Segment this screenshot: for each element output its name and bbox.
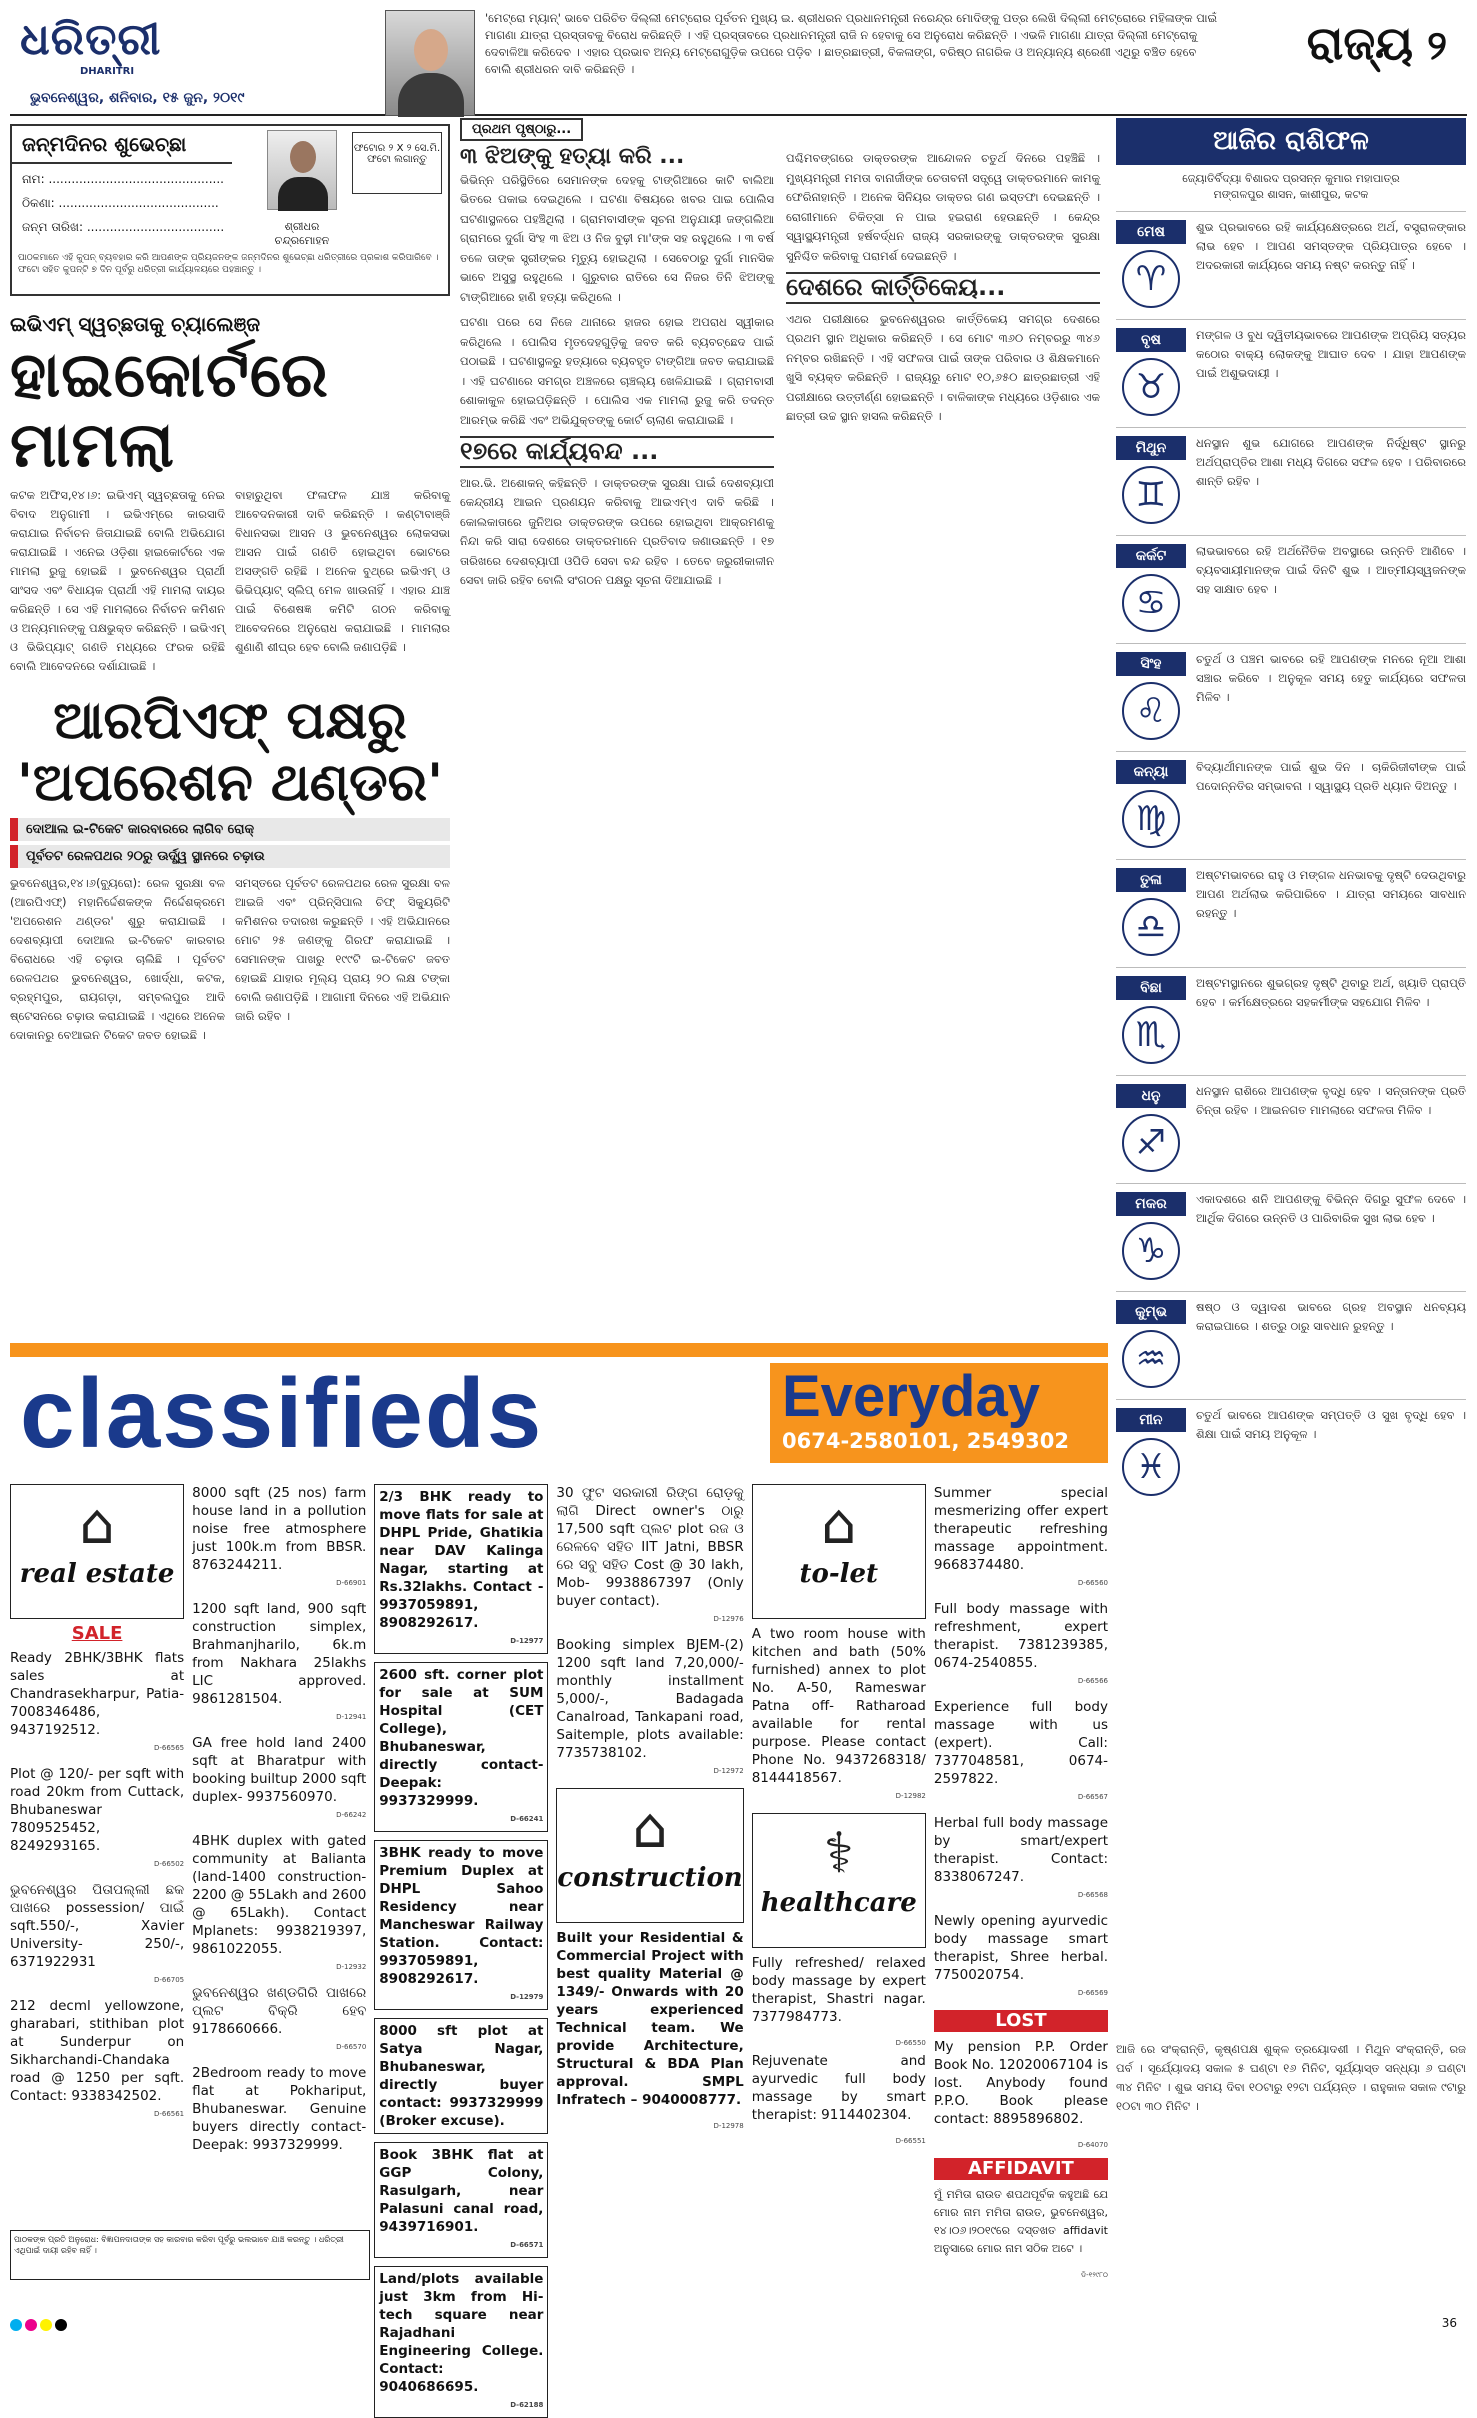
sign-forecast: ମଙ୍ଗଳ ଓ ବୁଧ ଦ୍ୱିତୀୟଭାବରେ ଆପଣଙ୍କ ଅପ୍ରିୟ ସତ୍ୟର କଠୋର ବାକ୍ୟ ଲୋକଙ୍କୁ ଆଘାତ ଦେବ । ଯାହା ଆପଣଙ୍କ ପାଇଁ ଅଶୁଭଦାୟୀ । <box>1196 328 1466 380</box>
zodiac-icon: ♓ <box>1122 1438 1180 1496</box>
story2-text-b: ପଶ୍ଚିମବଙ୍ଗରେ ଡାକ୍ତରଙ୍କ ଆନ୍ଦୋଳନ ଚତୁର୍ଥ ଦିନରେ ପହଞ୍ଚିଛି । ମୁଖ୍ୟମନ୍ତ୍ରୀ ମମତା ବାନାର୍ଜୀଙ୍କ ଚେତାବନୀ ସତ୍ତ୍ୱେ ଡାକ୍ତରମାନେ କାମକୁ ଫେରିନାହାନ୍ତି । ଅନେକ ସିନିୟର ଡାକ୍ତର ଗଣ ଇସ୍ତଫା ଦେଇଛନ୍ତି । ରୋଗୀମାନେ ଚିକିତ୍ସା ନ ପାଇ ହଇରାଣ ହେଉଛନ୍ତି । କେନ୍ଦ୍ର ସ୍ୱାସ୍ଥ୍ୟମନ୍ତ୍ରୀ ହର୍ଷବର୍ଦ୍ଧନ ରାଜ୍ୟ ସରକାରଙ୍କୁ ଡାକ୍ତରଙ୍କ ସୁରକ୍ଷା ସୁନିଶ୍ଚିତ କରିବାକୁ ପରାମର୍ଶ ଦେଇଛନ୍ତି । <box>786 151 1100 263</box>
col5-ads <box>752 1625 926 1805</box>
ad-code: D-66561 <box>153 2110 185 2118</box>
sign-forecast: ବିଦ୍ୟାର୍ଥୀମାନଙ୍କ ପାଇଁ ଶୁଭ ଦିନ । ଚାକିରିଜୀବୀଙ୍କ ପାଇଁ ପଦୋନ୍ନତିର ସମ୍ଭାବନା । ସ୍ୱାସ୍ଥ୍ୟ ପ୍ରତି ଧ୍ୟାନ ଦିଅନ୍ତୁ । <box>1196 760 1466 793</box>
horoscope-sign <box>1116 967 1466 1067</box>
story-column-2: ବାହାରୁଥିବା ଫଳାଫଳ ଯାଞ୍ଚ କରିବାକୁ ଆବେଦନକାରୀ ଦାବି କରିଛନ୍ତି । କଣ୍ଟାବାଞ୍ଜି ବିଧାନସଭା ଆସନ ଓ ଭୁବନେଶ୍ୱର ଲୋକସଭା ଆସନ ପାଇଁ ଗଣତି ହୋଇଥିବା ଭୋଟରେ ଅସଙ୍ଗତି ରହିଛି । ଅନେକ ବୁଥ୍‌ରେ ଇଭିଏମ୍ ଓ ଭିଭିପ୍ୟାଟ୍ ସ୍ଲିପ୍ ମେଳ ଖାଉନାହିଁ । ଏହାର ଯାଞ୍ଚ ପାଇଁ ବିଶେଷଜ୍ଞ କମିଟି ଗଠନ କରିବାକୁ ଆବେଦନରେ ଅନୁରୋଧ କରାଯାଇଛି । ମାମଲାର ଶୁଣାଣି ଶୀଘ୍ର ହେବ ବୋଲି ଜଣାପଡ଼ିଛି । <box>235 488 450 654</box>
coupon-instructions: ପାଠକମାନେ ଏହି କୁପନ୍ ବ୍ୟବହାର କରି ଆପଣଙ୍କ ପ୍ରିୟଜନଙ୍କ ଜନ୍ମଦିନର ଶୁଭେଚ୍ଛା ଧରିତ୍ରୀରେ ପ୍ରକାଶ କରିପାରିବେ । ଫଟୋ ସହିତ କୁପନ୍‌ଟି ୭ ଦିନ ପୂର୍ବରୁ ଧରିତ୍ରୀ କାର୍ଯ୍ୟାଳୟରେ ପହଞ୍ଚାନ୍ତୁ । <box>18 253 439 275</box>
lead-portrait-image <box>385 10 475 116</box>
ad-code: D-66502 <box>153 1860 185 1868</box>
coupon-photo-name: ଶ୍ରୀଧର ଚନ୍ଦ୍ରମୋହନ <box>274 220 330 247</box>
classified-column-4 <box>556 1484 743 2219</box>
story-kicker: ଇଭିଏମ୍ ସ୍ୱଚ୍ଛତାକୁ ଚ୍ୟାଲେଞ୍ଜ <box>10 312 261 336</box>
zodiac-icon: ♍ <box>1122 790 1180 848</box>
horoscope-sign <box>1116 1399 1466 1499</box>
affidavit-ad: ମୁଁ ମମିତା ରାଉତ ଶପଥପୂର୍ବକ କହୁଅଛି ଯେ ମୋର ନାମ ମମିତା ରାଉତ, ଭୁବନେଶ୍ୱର, ୧୪।୦୬।୨୦୧୯ରେ ଦସ୍ତଖତ affidavit ଅନୁସାରେ ମୋର ନାମ ସଠିକ ଅଟେ । <box>933 2188 1108 2255</box>
classified-ad: Booking simplex BJEM-(2) 1200 sqft land 7,20,000/- monthly installment 5,000/-, Badagada Canalroad, Tankapani road, Saitemple, plots available: 7735738102. D-12972 <box>556 1636 743 1780</box>
sign-forecast: ଅଷ୍ଟମଭାବରେ ରାହୁ ଓ ମଙ୍ଗଳ ଧନଭାବକୁ ଦୃଷ୍ଟି ଦେଉଥିବାରୁ ଆପଣ ଅର୍ଥଲାଭ କରିପାରିବେ । ଯାତ୍ରା ସମୟରେ ସାବଧାନ ରହନ୍ତୁ । <box>1196 868 1466 920</box>
almanac-text: ଆଜି ରେ ସଂକ୍ରାନ୍ତି, କୃଷ୍ଣପକ୍ଷ ଶୁକ୍ଳ ତ୍ରୟୋଦଶୀ । ମିଥୁନ ସଂକ୍ରାନ୍ତି, ରଜ ପର୍ବ । ସୂର୍ଯ୍ୟୋଦୟ ସକାଳ ୫ ଘଣ୍ଟା ୧୬ ମିନିଟ, ସୂର୍ଯ୍ୟାସ୍ତ ସନ୍ଧ୍ୟା ୬ ଘଣ୍ଟା ୩୪ ମିନିଟ । ଶୁଭ ସମୟ ଦିବା ୧୦ଟାରୁ ୧୨ଟା ପର୍ଯ୍ୟନ୍ତ । ରାହୁକାଳ ସକାଳ ୯ଟାରୁ ୧୦ଟା ୩୦ ମିନିଟ । <box>1116 2042 1466 2113</box>
col1-ads <box>10 1649 184 2123</box>
horoscope-sign <box>1116 751 1466 851</box>
section-title <box>1307 16 1447 72</box>
horoscope-author: ଜ୍ୟୋତିର୍ବିଦ୍ୟା ବିଶାରଦ ପ୍ରସନ୍ନ କୁମାର ମହାପାତ୍ର <box>1182 172 1400 185</box>
classified-column-2 <box>192 1484 366 2219</box>
coupon-dob-field: ଜନ୍ମ ତାରିଖ: .................................... <box>22 220 225 234</box>
registration-dot-magenta <box>25 2319 37 2331</box>
classified-column-3 <box>374 1484 548 2409</box>
sign-name: କର୍କଟ <box>1116 544 1186 568</box>
sign-name: ତୁଳା <box>1116 868 1186 892</box>
rpf-headline: ଆରପିଏଫ୍ ପକ୍ଷରୁ 'ଅପରେଶନ ଥଣ୍ଡର' <box>16 691 443 813</box>
category-label: real estate <box>19 1559 175 1589</box>
section-name: ରାଜ୍ୟ <box>1306 16 1414 70</box>
sign-forecast: ଏକାଦଶରେ ଶନି ଆପଣଙ୍କୁ ବିଭିନ୍ନ ଦିଗରୁ ସୁଫଳ ଦେବେ । ଆର୍ଥିକ ଦିଗରେ ଉନ୍ନତି ଓ ପାରିବାରିକ ସୁଖ ଲାଭ ହେବ । <box>1196 1192 1466 1225</box>
sample-photo-body <box>278 177 328 211</box>
affidavit-code: ଡି-୧୨୯୮୦ <box>1080 2271 1108 2279</box>
horoscope-sign <box>1116 535 1466 635</box>
sign-forecast: ଲାଭଭାବରେ ରହି ଅର୍ଥନୈତିକ ଅବସ୍ଥାରେ ଉନ୍ନତି ଆଣିବେ । ବ୍ୟବସାୟୀମାନଙ୍କ ପାଇଁ ଦିନଟି ଶୁଭ । ଆତ୍ମୀୟସ୍ୱଜନଙ୍କ ସହ ସାକ୍ଷାତ ହେବ । <box>1196 544 1466 596</box>
classified-ad: 8000 sft plot at Satya Nagar, Bhubaneswar, directly buyer contact: 9937329999 (Broker excuse). <box>374 2018 548 2134</box>
story3-text: ଏଥର ପରୀକ୍ଷାରେ ଭୁବନେଶ୍ୱରର କାର୍ତ୍ତିକେୟ ସମଗ୍ର ଦେଶରେ ପ୍ରଥମ ସ୍ଥାନ ଅଧିକାର କରିଛନ୍ତି । ସେ ମୋଟ ୩୬୦ ନମ୍ବରରୁ ୩୪୬ ନମ୍ବର ରଖିଛନ୍ତି । ଏହି ସଫଳତା ପାଇଁ ତାଙ୍କ ପରିବାର ଓ ଶିକ୍ଷକମାନେ ଖୁସି ବ୍ୟକ୍ତ କରିଛନ୍ତି । ରାଜ୍ୟରୁ ମୋଟ ୧୦,୬୫୦ ଛାତ୍ରଛାତ୍ରୀ ଏହି ପରୀକ୍ଷାରେ ଉତ୍ତୀର୍ଣ୍ଣ ହୋଇଛନ୍ତି । ବାଳିକାଙ୍କ ମଧ୍ୟରେ ଓଡ଼ିଶାର ଏକ ଛାତ୍ରୀ ଉଚ୍ଚ ସ୍ଥାନ ହାସଲ କରିଛନ୍ତି । <box>786 311 1100 423</box>
classified-ad: 2Bedroom ready to move flat at Pokhariput, Bhubaneswar. Genuine buyers directly contact- Deepak: 9937329999. <box>192 2065 367 2153</box>
horoscope-sign <box>1116 1075 1466 1175</box>
page-footer <box>10 2316 1467 2334</box>
everyday-label: Everyday <box>782 1364 1040 1429</box>
story1-headline: ୩ ଝିଅଙ୍କୁ ହତ୍ୟା କରି ... <box>460 144 685 169</box>
middle-story-columns <box>460 141 1100 591</box>
coupon-name-field: ନାମ: .............................................. <box>22 172 224 186</box>
sign-name: ଧନୁ <box>1116 1084 1186 1108</box>
classifieds-disclaimer: ପାଠକଙ୍କ ପ୍ରତି ଅନୁରୋଧ: ବିଜ୍ଞାପନଦାତାଙ୍କ ସହ କାରବାର କରିବା ପୂର୍ବରୁ ଭଲଭାବେ ଯାଞ୍ଚ କରନ୍ତୁ । ଧରିତ୍ରୀ ଏଥିପାଇଁ ଦାୟୀ ରହିବ ନାହିଁ । <box>10 2230 370 2280</box>
classified-ad: 1200 sqft land, 900 sqft construction simplex, Brahmanjharilo, 6k.m from Nakhara 25lakhs LIC approved. 9861281504. D-12941 <box>192 1600 366 1726</box>
rpf-subhead-2: ପୂର୍ବତଟ ରେଳପଥର ୨୦ରୁ ଊର୍ଦ୍ଧ୍ୱ ସ୍ଥାନରେ ଚଢ଼ାଉ <box>10 845 450 868</box>
classified-ad: 8000 sqft (25 nos) farm house land in a pollution noise free atmosphere just 100k.m from BBSR. 8763244211. D-66901 <box>192 1484 366 1592</box>
ad-code: D-12976 <box>713 1615 744 1623</box>
classified-ad: Plot @ 120/- per sqft with road 20km from Cuttack, Bhubaneswar 7809525452, 8249293165. D-66502 <box>10 1765 184 1873</box>
classified-ad: Full body massage with refreshment, expert therapist. 7381239385, 0674-2540855. D-66566 <box>934 1600 1108 1690</box>
registration-dot-yellow <box>40 2319 52 2331</box>
classified-ad: 212 decml yellowzone, gharabari, stithiban plot at Sunderpur on Sikharchandi-Chandaka road @ 1250 per sqft. Contact: 9338342502. D-66561 <box>10 1997 184 2123</box>
lost-ad: My pension P.P. Order Book No. 12020067104 is lost. Anybody found P.P.O. Book please contact: 8895896802. <box>933 2039 1109 2127</box>
portrait-body <box>398 73 464 117</box>
middle-column <box>460 118 1100 591</box>
story1-text-b: ଘଟଣା ପରେ ସେ ନିଜେ ଥାନାରେ ହାଜର ହୋଇ ଅପରାଧ ସ୍ୱୀକାର କରିଥିଲେ । ପୋଲିସ ମୃତଦେହଗୁଡ଼ିକୁ ଜବତ କରି ବ୍ୟବଚ୍ଛେଦ ପାଇଁ ପଠାଇଛି । ଘଟଣାସ୍ଥଳରୁ ହତ୍ୟାରେ ବ୍ୟବହୃତ ଟାଙ୍ଗିଆ ଜବତ କରାଯାଇଛି । ଏହି ଘଟଣାରେ ସମଗ୍ର ଅଞ୍ଚଳରେ ଚାଞ୍ଚଲ୍ୟ ଖେଳିଯାଇଛି । ଗ୍ରାମବାସୀ ଶୋକାକୁଳ ହୋଇପଡ଼ିଛନ୍ତି । ପୋଲିସ ଏକ ମାମଲା ରୁଜୁ କରି ତଦନ୍ତ ଆରମ୍ଭ କରିଛି ଏବଂ ଅଭିଯୁକ୍ତଙ୍କୁ କୋର୍ଟ ଚାଲାଣ କରାଯାଇଛି । <box>460 315 774 427</box>
classified-ad: 2/3 BHK ready to move flats for sale at DHPL Pride, Ghatikia near DAV Kalinga Nagar, starting at Rs.32lakhs. Contact - 9937059891, 8908292617. D-12977 <box>374 1484 548 1654</box>
horoscope-signs-list <box>1116 211 1466 1499</box>
coupon-sample-photo <box>267 130 337 210</box>
construction-label: construction <box>557 1863 743 1893</box>
zodiac-icon: ♈ <box>1122 250 1180 308</box>
zodiac-icon: ♑ <box>1122 1222 1180 1280</box>
footer-page-number: 36 <box>1441 2316 1457 2330</box>
classified-ad: ଭୁବନେଶ୍ୱର ପିତାପଲ୍ଲୀ ଛକ ପାଖରେ possession/ ପାଇଁ sqft.550/-, Xavier University- 250/-, 6371922931 D-66705 <box>10 1881 184 1989</box>
ad-code: D-66567 <box>1077 1793 1108 1801</box>
classified-ad: ଭୁବନେଶ୍ୱର ଖଣ୍ଡଗିରି ପାଖରେ ପ୍ଲଟ ବିକ୍ରି ହେବ 9178660666. D-66570 <box>192 1984 366 2056</box>
rpf-column-1: ଭୁବନେଶ୍ୱର,୧୪।୬(ବ୍ୟୁରୋ): ରେଳ ସୁରକ୍ଷା ବଳ (ଆରପିଏଫ୍) ମହାନିର୍ଦ୍ଦେଶକଙ୍କ ନିର୍ଦ୍ଦେଶକ୍ରମେ 'ଅପରେଶନ ଥଣ୍ଡର' ଶୁରୁ କରାଯାଇଛି । ଦେଶବ୍ୟାପୀ ଦୋଆଲ ଇ-ଟିକେଟ କାରବାର ବିରୋଧରେ ଏହି ଚଢ଼ାଉ ଚାଲିଛି । ପୂର୍ବତଟ ରେଳପଥର ଭୁବନେଶ୍ୱର, ଖୋର୍ଦ୍ଧା, କଟକ, ବ୍ରହ୍ମପୁର, ରାୟଗଡ଼ା, ସମ୍ବଲପୁର ଆଦି ଷ୍ଟେସନରେ ଚଢ଼ାଉ କରାଯାଇଛି । ଏଥିରେ ଅନେକ ଦୋକାନରୁ ବେଆଇନ ଟିକେଟ ଜବତ ହୋଇଛି । <box>10 876 225 1042</box>
real-estate-category <box>10 1484 184 1619</box>
col4-ads <box>556 1484 743 1780</box>
coupon-address-field: ଠିକଣା: .......................................... <box>22 196 219 210</box>
affidavit-heading: AFFIDAVIT <box>934 2158 1108 2180</box>
construction-code: D-12978 <box>713 2122 744 2130</box>
ad-code: D-66241 <box>510 1815 544 1823</box>
sign-forecast: ଚତୁର୍ଥ ଓ ପଞ୍ଚମ ଭାବରେ ରହି ଆପଣଙ୍କ ମନରେ ନୂଆ ଆଶା ସଞ୍ଚାର କରିବେ । ଅନୁକୂଳ ସମୟ ହେତୁ କାର୍ଯ୍ୟରେ ସଫଳତା ମିଳିବ । <box>1196 652 1466 704</box>
ad-code: D-66242 <box>336 1811 367 1819</box>
classified-ad: 30 ଫୁଟ ସରକାରୀ ରିଙ୍ଗ ରୋଡ଼କୁ ଲାଗି Direct owner's ଠାରୁ 17,500 sqft ପ୍ଲଟ plot ରଜ ଓ ରେଳବେ ସହିତ IIT Jatni, BBSR ରେ ସବୁ ସହିତ Cost @ 30 lakh, Mob- 9938867397 (Only buyer contact). D-12976 <box>556 1484 743 1628</box>
sign-name: ମକର <box>1116 1192 1186 1216</box>
classified-ad: A two room house with kitchen and bath (50% furnished) annex to plot No. A-50, Rameswar Patna off- Ratharoad available for rental purpose. Please contact Phone No. 9437268318/ 8144418567. D-12982 <box>752 1625 926 1805</box>
ad-code: D-66565 <box>153 1744 185 1752</box>
sign-name: କୁମ୍ଭ <box>1116 1300 1186 1324</box>
zodiac-icon: ♌ <box>1122 682 1180 740</box>
horoscope-sign <box>1116 319 1466 419</box>
stethoscope-icon: ⚕ <box>823 1821 854 1886</box>
coupon-photo-size-note: ଫଟୋର ୨ X ୨ ସେ.ମି. ଫଟୋ ଲଗାନ୍ତୁ <box>352 132 442 194</box>
ad-code: D-12941 <box>336 1713 367 1721</box>
sale-heading: SALE <box>71 1623 123 1644</box>
classified-column-5 <box>752 1484 926 2219</box>
sample-photo-face <box>290 141 316 173</box>
sign-forecast: ଷଷ୍ଠ ଓ ଦ୍ୱାଦଶ ଭାବରେ ଗ୍ରହ ଅବସ୍ଥାନ ଧନବ୍ୟୟ କରାଇପାରେ । ଶତ୍ରୁ ଠାରୁ ସାବଧାନ ରୁହନ୍ତୁ । <box>1196 1300 1466 1333</box>
newspaper-logo <box>20 14 170 84</box>
zodiac-icon: ♊ <box>1122 466 1180 524</box>
horoscope-column <box>1116 118 1466 1499</box>
masthead <box>10 6 1467 116</box>
horoscope-title: ଆଜିର ରାଶିଫଳ <box>1116 118 1466 165</box>
sign-forecast: ଅଷ୍ଟମସ୍ଥାନରେ ଶୁଭଗ୍ରହ ଦୃଷ୍ଟି ଥିବାରୁ ଅର୍ଥ, ଖ୍ୟାତି ପ୍ରାପ୍ତି ହେବ । କର୍ମକ୍ଷେତ୍ରରେ ସହକର୍ମୀଙ୍କ ସହଯୋଗ ମିଳିବ । <box>1196 976 1466 1009</box>
classified-ad: Herbal full body massage by smart/expert therapist. Contact: 8338067247. D-66568 <box>934 1814 1108 1904</box>
dateline: ଭୁବନେଶ୍ୱର, ଶନିବାର, ୧୫ ଜୁନ, ୨୦୧୯ <box>30 90 245 106</box>
sign-name: ବିଛା <box>1116 976 1186 1000</box>
to-let-house-icon: ⌂ <box>821 1492 857 1557</box>
sign-name: କନ୍ୟା <box>1116 760 1186 784</box>
continued-tag: ପ୍ରଥମ ପୃଷ୍ଠାରୁ... <box>460 118 583 141</box>
ad-code: D-12979 <box>510 1993 544 2001</box>
classifieds-wordmark: classifieds <box>20 1358 544 1468</box>
ad-code: D-12982 <box>895 1792 926 1800</box>
classified-column-6 <box>933 1484 1109 2279</box>
ad-code: D-66569 <box>1077 1989 1108 1997</box>
zodiac-icon: ♉ <box>1122 358 1180 416</box>
story-column-1: କଟକ ଅଫିସ,୧୪।୬: ଇଭିଏମ୍ ସ୍ୱଚ୍ଛତାକୁ ନେଇ ବିବାଦ ଅନୁଗାମୀ । ଇଭିଏମ୍‌ରେ କାରସାଦି କରାଯାଇ ନିର୍ବାଚନ ଜିତାଯାଇଛି ବୋଲି ଅଭିଯୋଗ କରାଯାଇଛି । ଏନେଇ ଓଡ଼ିଶା ହାଇକୋର୍ଟରେ ଏକ ମାମଲା ରୁଜୁ ହୋଇଛି । ଭୁବନେଶ୍ୱର ପ୍ରାର୍ଥୀ ସାଂସଦ ଏବଂ ବିଧାୟକ ପ୍ରାର୍ଥୀ ଏହି ମାମଲା ଦାୟର କରିଛନ୍ତି । ସେ ଏହି ମାମଲାରେ ନିର୍ବାଚନ କମିଶନ ଓ ଅନ୍ୟମାନଙ୍କୁ ପକ୍ଷଭୁକ୍ତ କରିଛନ୍ତି । ଇଭିଏମ୍ ଓ ଭିଭିପ୍ୟାଟ୍ ଗଣତି ମଧ୍ୟରେ ଫରକ ରହିଛି ବୋଲି ଆବେଦନରେ ଦର୍ଶାଯାଇଛି । <box>10 488 225 673</box>
ad-code: D-12977 <box>510 1637 544 1645</box>
ad-code: D-66571 <box>510 2241 544 2249</box>
classifieds-banner <box>10 1343 1108 1469</box>
construction-category <box>556 1788 743 1923</box>
house-outline-icon: ⌂ <box>632 1796 668 1861</box>
registration-dot-cyan <box>10 2319 22 2331</box>
story2-text-a: ଆର.ଭି. ଅଶୋକନ୍ କହିଛନ୍ତି । ଡାକ୍ତରଙ୍କ ସୁରକ୍ଷା ପାଇଁ ଦେଶବ୍ୟାପୀ କେନ୍ଦ୍ରୀୟ ଆଇନ ପ୍ରଣୟନ କରିବାକୁ ଆଇଏମ୍ଏ ଦାବି କରିଛି । କୋଲକାତାରେ ଜୁନିଅର ଡାକ୍ତରଙ୍କ ଉପରେ ହୋଇଥିବା ଆକ୍ରମଣକୁ ନିନ୍ଦା କରି ସାରା ଦେଶରେ ଡାକ୍ତରମାନେ ପ୍ରତିବାଦ ଜଣାଉଛନ୍ତି । ୧୭ ତାରିଖରେ ଦେଶବ୍ୟାପୀ ଓପିଡି ସେବା ବନ୍ଦ ରହିବ । ତେବେ ଜରୁରୀକାଳୀନ ସେବା ଜାରି ରହିବ ବୋଲି ସଂଗଠନ ପକ୍ଷରୁ ସୂଚନା ଦିଆଯାଇଛି । <box>460 475 774 587</box>
construction-ad: Built your Residential & Commercial Project with best quality Material @ 1349/- Onwards with 20 years experienced Technical team. We provide Architecture, Structural & BDA Plan approval. SMPL Infratech – 9040008777. <box>556 1930 744 2108</box>
classified-ad: Book 3BHK flat at GGP Colony, Rasulgarh, near Palasuni canal road, 9439716901. D-66571 <box>374 2142 548 2258</box>
story3-headline: ଦେଶରେ କାର୍ତ୍ତିକେୟ... <box>786 272 1100 304</box>
rpf-story-body <box>10 874 450 1045</box>
col2-ads <box>192 1484 366 2154</box>
logo-subtitle: DHARITRI <box>80 66 135 77</box>
banner-top-strip <box>10 1343 1108 1357</box>
horoscope-sign <box>1116 1291 1466 1391</box>
zodiac-icon: ♏ <box>1122 1006 1180 1064</box>
middle-column-b <box>786 141 1100 591</box>
logo-text: ଧରିତ୍ରୀ <box>20 14 162 65</box>
zodiac-icon: ♒ <box>1122 1330 1180 1388</box>
classified-ad: GA free hold land 2400 sqft at Bharatpur with booking builtup 2000 sqft duplex- 9937560970. D-66242 <box>192 1734 366 1824</box>
classified-ad: Newly opening ayurvedic body massage smart therapist, Shree herbal. 7750020754. D-66569 <box>934 1912 1108 2002</box>
health-ad-1-code: D-66550 <box>895 2039 926 2047</box>
ad-code: D-66568 <box>1077 1891 1108 1899</box>
sign-forecast: ଧନସ୍ଥାନ ଶୁଭ ଯୋଗରେ ଆପଣଙ୍କ ନିର୍ଦ୍ଧିଷ୍ଟ ସ୍ଥାନରୁ ଅର୍ଥପ୍ରାପ୍ତିର ଆଶା ମଧ୍ୟ ଦିଗରେ ସଫଳ ହେବ । ପରିବାରରେ ଶାନ୍ତି ରହିବ । <box>1196 436 1466 488</box>
col6-ads <box>934 1484 1108 2002</box>
sign-forecast: ଶୁଭ ପ୍ରଭାବରେ ରହି କାର୍ଯ୍ୟକ୍ଷେତ୍ରରେ ଅର୍ଥ, ବସ୍ତ୍ରାଳଙ୍କାର ଲାଭ ହେବ । ଆପଣ ସମସ୍ତଙ୍କ ପ୍ରିୟପାତ୍ର ହେବେ । ଅଦରକାରୀ କାର୍ଯ୍ୟରେ ସମୟ ନଷ୍ଟ କରନ୍ତୁ ନାହିଁ । <box>1196 220 1466 272</box>
sign-name: ବୃଷ <box>1116 328 1186 352</box>
house-icon: ⌂ <box>79 1492 115 1557</box>
section-page-number: ୨ <box>1427 23 1447 69</box>
lead-story-text: 'ମେଟ୍ରୋ ମ୍ୟାନ୍' ଭାବେ ପରିଚିତ ଦିଲ୍ଲୀ ମେଟ୍ରୋର ପୂର୍ବତନ ମୁଖ୍ୟ ଇ. ଶ୍ରୀଧରନ ପ୍ରଧାନମନ୍ତ୍ରୀ ନରେନ୍ଦ୍ର ମୋଦିଙ୍କୁ ପତ୍ର ଲେଖି ଦିଲ୍ଲୀ ମେଟ୍ରୋରେ ମହିଳାଙ୍କ ପାଇଁ ମାଗଣା ଯାତ୍ରା ପ୍ରସ୍ତାବକୁ ବିରୋଧ କରିଛନ୍ତି । ଏହି ପ୍ରସ୍ତାବରେ ପ୍ରଧାନମନ୍ତ୍ରୀ ରାଜି ନ ହେବାକୁ ସେ ଅନୁରୋଧ କରିଛନ୍ତି । ଏଭଳି ମାଗଣା ଯାତ୍ରା ଦିଲ୍ଲୀ ମେଟ୍ରୋକୁ ଦେବାଳିଆ କରିଦେବ । ଏହାର ପ୍ରଭାବ ଅନ୍ୟ ମେଟ୍ରୋଗୁଡ଼ିକ ଉପରେ ପଡ଼ିବ । ଛାତ୍ରଛାତ୍ରୀ, ବିକଳାଙ୍ଗ, ବରିଷ୍ଠ ନାଗରିକ ଓ ଅନ୍ୟାନ୍ୟ ଶ୍ରେଣୀ ଏଥିରୁ ବଞ୍ଚିତ ହେବେ ବୋଲି ଶ୍ରୀଧରନ ଦାବି କରିଛନ୍ତି । <box>485 11 1218 76</box>
horoscope-sign <box>1116 643 1466 743</box>
sign-forecast: ଧନସ୍ଥାନ ରାଶିରେ ଆପଣଙ୍କ ବୃଦ୍ଧି ହେବ । ସନ୍ତାନଙ୍କ ପ୍ରତି ଚିନ୍ତା ରହିବ । ଆଇନଗତ ମାମଲାରେ ସଫଳତା ମିଳିବ । <box>1196 1084 1466 1117</box>
ad-code: D-66705 <box>153 1976 185 1984</box>
rpf-column-2: ସମସ୍ତରେ ପୂର୍ବତଟ ରେଳପଥର ରେଳ ସୁରକ୍ଷା ବଳ ଆଇଜି ଏବଂ ପ୍ରିନ୍ସିପାଲ ଚିଫ୍ ସିକ୍ୟୁରିଟି କମିଶନର ତଦାରଖ କରୁଛନ୍ତି । ଏହି ଅଭିଯାନରେ ମୋଟ ୨୫ ଜଣଙ୍କୁ ଗିରଫ କରାଯାଇଛି । ସେମାନଙ୍କ ପାଖରୁ ୧୯୯ଟି ଇ-ଟିକେଟ ଜବତ ହୋଇଛି ଯାହାର ମୂଲ୍ୟ ପ୍ରାୟ ୨୦ ଲକ୍ଷ ଟଙ୍କା ବୋଲି ଜଣାପଡ଼ିଛି । ଆଗାମୀ ଦିନରେ ଏହି ଅଭିଯାନ ଜାରି ରହିବ । <box>235 876 450 1023</box>
rpf-subhead-1: ଦୋଆଲ ଇ-ଟିକେଟ କାରବାରରେ ଲାଗିବ ରୋକ୍ <box>10 818 450 841</box>
portrait-face <box>414 29 448 71</box>
left-column <box>10 124 450 1045</box>
middle-column-a <box>460 141 774 591</box>
zodiac-icon: ♎ <box>1122 898 1180 956</box>
horoscope-address: ମଙ୍ଗଳପୁର ଶାସନ, କାଶୀପୁର, କଟକ <box>1213 188 1369 201</box>
horoscope-sign <box>1116 427 1466 527</box>
classified-ad: 3BHK ready to move Premium Duplex at DHPL Sahoo Residency near Mancheswar Railway Station. Contact: 9937059891, 8908292617. D-12979 <box>374 1840 548 2010</box>
health-ad-2: Rejuvenate and ayurvedic full body massage by smart therapist: 9114402304. <box>751 2053 926 2123</box>
col3-ads <box>374 1484 548 2418</box>
lost-ad-code: D-64070 <box>1077 2141 1108 2149</box>
classified-ad: 4BHK duplex with gated community at Balianta (land-1400 construction-2200 @ 55Lakh and 2600 @ 65Lakh). Contact Mplanets: 9938219397, 9861022055. D-12932 <box>192 1832 366 1976</box>
to-let-category <box>752 1484 926 1619</box>
classified-column-1 <box>10 1484 184 2219</box>
sign-name: ମିଥୁନ <box>1116 436 1186 460</box>
horoscope-sign <box>1116 211 1466 311</box>
ad-code: D-12932 <box>336 1963 367 1971</box>
classified-ad: Experience full body massage with us (expert). Call: 7377048581, 0674-2597822. D-66567 <box>934 1698 1108 1806</box>
registration-dot-black <box>55 2319 67 2331</box>
sign-name: ମେଷ <box>1116 220 1186 244</box>
ad-code: D-66570 <box>336 2043 367 2051</box>
classified-ad: Land/plots available just 3km from Hi-tech square near Rajadhani Engineering College. Contact: 9040686695. D-62188 <box>374 2266 548 2418</box>
story-body <box>10 486 450 676</box>
ad-code: D-62188 <box>510 2401 544 2409</box>
horoscope-sign <box>1116 1183 1466 1283</box>
ad-code: D-66566 <box>1077 1677 1108 1685</box>
zodiac-icon: ♐ <box>1122 1114 1180 1172</box>
classified-ad: 2600 sft. corner plot for sale at SUM Hospital (CET College), Bhubaneswar, directly contact- Deepak: 9937329999. D-66241 <box>374 1662 548 1832</box>
to-let-label: to-let <box>799 1559 879 1589</box>
horoscope-sign <box>1116 859 1466 959</box>
story2-headline: ୧୭ରେ କାର୍ଯ୍ୟବନ୍ଦ ... <box>460 436 774 468</box>
healthcare-category <box>752 1813 926 1948</box>
birthday-coupon <box>10 124 450 296</box>
health-ad-1: Fully refreshed/ relaxed body massage by expert therapist, Shastri nagar. 7377984773. <box>751 1955 926 2025</box>
ad-code: D-66560 <box>1077 1579 1108 1587</box>
health-ad-2-code: D-66551 <box>895 2137 926 2145</box>
everyday-box <box>770 1363 1108 1463</box>
classified-ad: Summer special mesmerizing offer expert therapeutic refreshing massage appointment. 9668374480. D-66560 <box>934 1484 1108 1592</box>
story-headline: ହାଇକୋର୍ଟରେ ମାମଲା <box>10 338 329 481</box>
lost-heading: LOST <box>934 2010 1108 2032</box>
healthcare-label: healthcare <box>760 1888 917 1918</box>
ad-code: D-12972 <box>713 1767 744 1775</box>
classified-ad: Ready 2BHK/3BHK flats sales at Chandrasekharpur, Patia- 7008346486, 9437192512. D-66565 <box>10 1649 184 1757</box>
sign-name: ସିଂହ <box>1116 652 1186 676</box>
classifieds-phone: 0674-2580101, 2549302 <box>782 1429 1070 1453</box>
sign-name: ମୀନ <box>1116 1408 1186 1432</box>
story1-text-a: ଭିଭିନ୍ନ ପରିସ୍ଥିତିରେ ସେମାନଙ୍କ ଦେହକୁ ଟାଙ୍ଗିଆରେ କାଟି ବାଲିଆ ଭିତରେ ପକାଇ ଦେଇଥିଲେ । ଘଟଣା ବିଷୟରେ ଖବର ପାଇ ପୋଲିସ ଘଟଣାସ୍ଥଳରେ ପହଞ୍ଚିଥିଲା । ଗ୍ରାମବାସୀଙ୍କ ସୂଚନା ଅନୁଯାୟୀ ଜଙ୍ଗଲିଆ ଗ୍ରାମରେ ଦୁର୍ଗା ସିଂହ ୩ ଝିଅ ଓ ନିଜ ବୁଢ଼ୀ ମା'ଙ୍କ ସହ ରହୁଥିଲେ । ୩ ବର୍ଷ ତଳେ ତାଙ୍କ ସ୍ତ୍ରୀଙ୍କର ମୃତ୍ୟୁ ହୋଇଥିଲା । ସେବେଠାରୁ ଦୁର୍ଗା ମାନସିକ ଭାବେ ଅସୁସ୍ଥ ରହୁଥିଲେ । ଗୁରୁବାର ରାତିରେ ସେ ନିଜର ତିନି ଝିଅଙ୍କୁ ଟାଙ୍ଗିଆରେ ହାଣି ହତ୍ୟା କରିଥିଲେ । <box>460 172 774 304</box>
zodiac-icon: ♋ <box>1122 574 1180 632</box>
ad-code: D-66901 <box>336 1579 367 1587</box>
coupon-title: ଜନ୍ମଦିନର ଶୁଭେଚ୍ଛା <box>12 126 232 164</box>
sign-forecast: ଚତୁର୍ଥ ଭାବରେ ଆପଣଙ୍କ ସମ୍ପତ୍ତି ଓ ସୁଖ ବୃଦ୍ଧି ହେବ । ଶିକ୍ଷା ପାଇଁ ସମୟ ଅନୁକୂଳ । <box>1196 1408 1466 1441</box>
